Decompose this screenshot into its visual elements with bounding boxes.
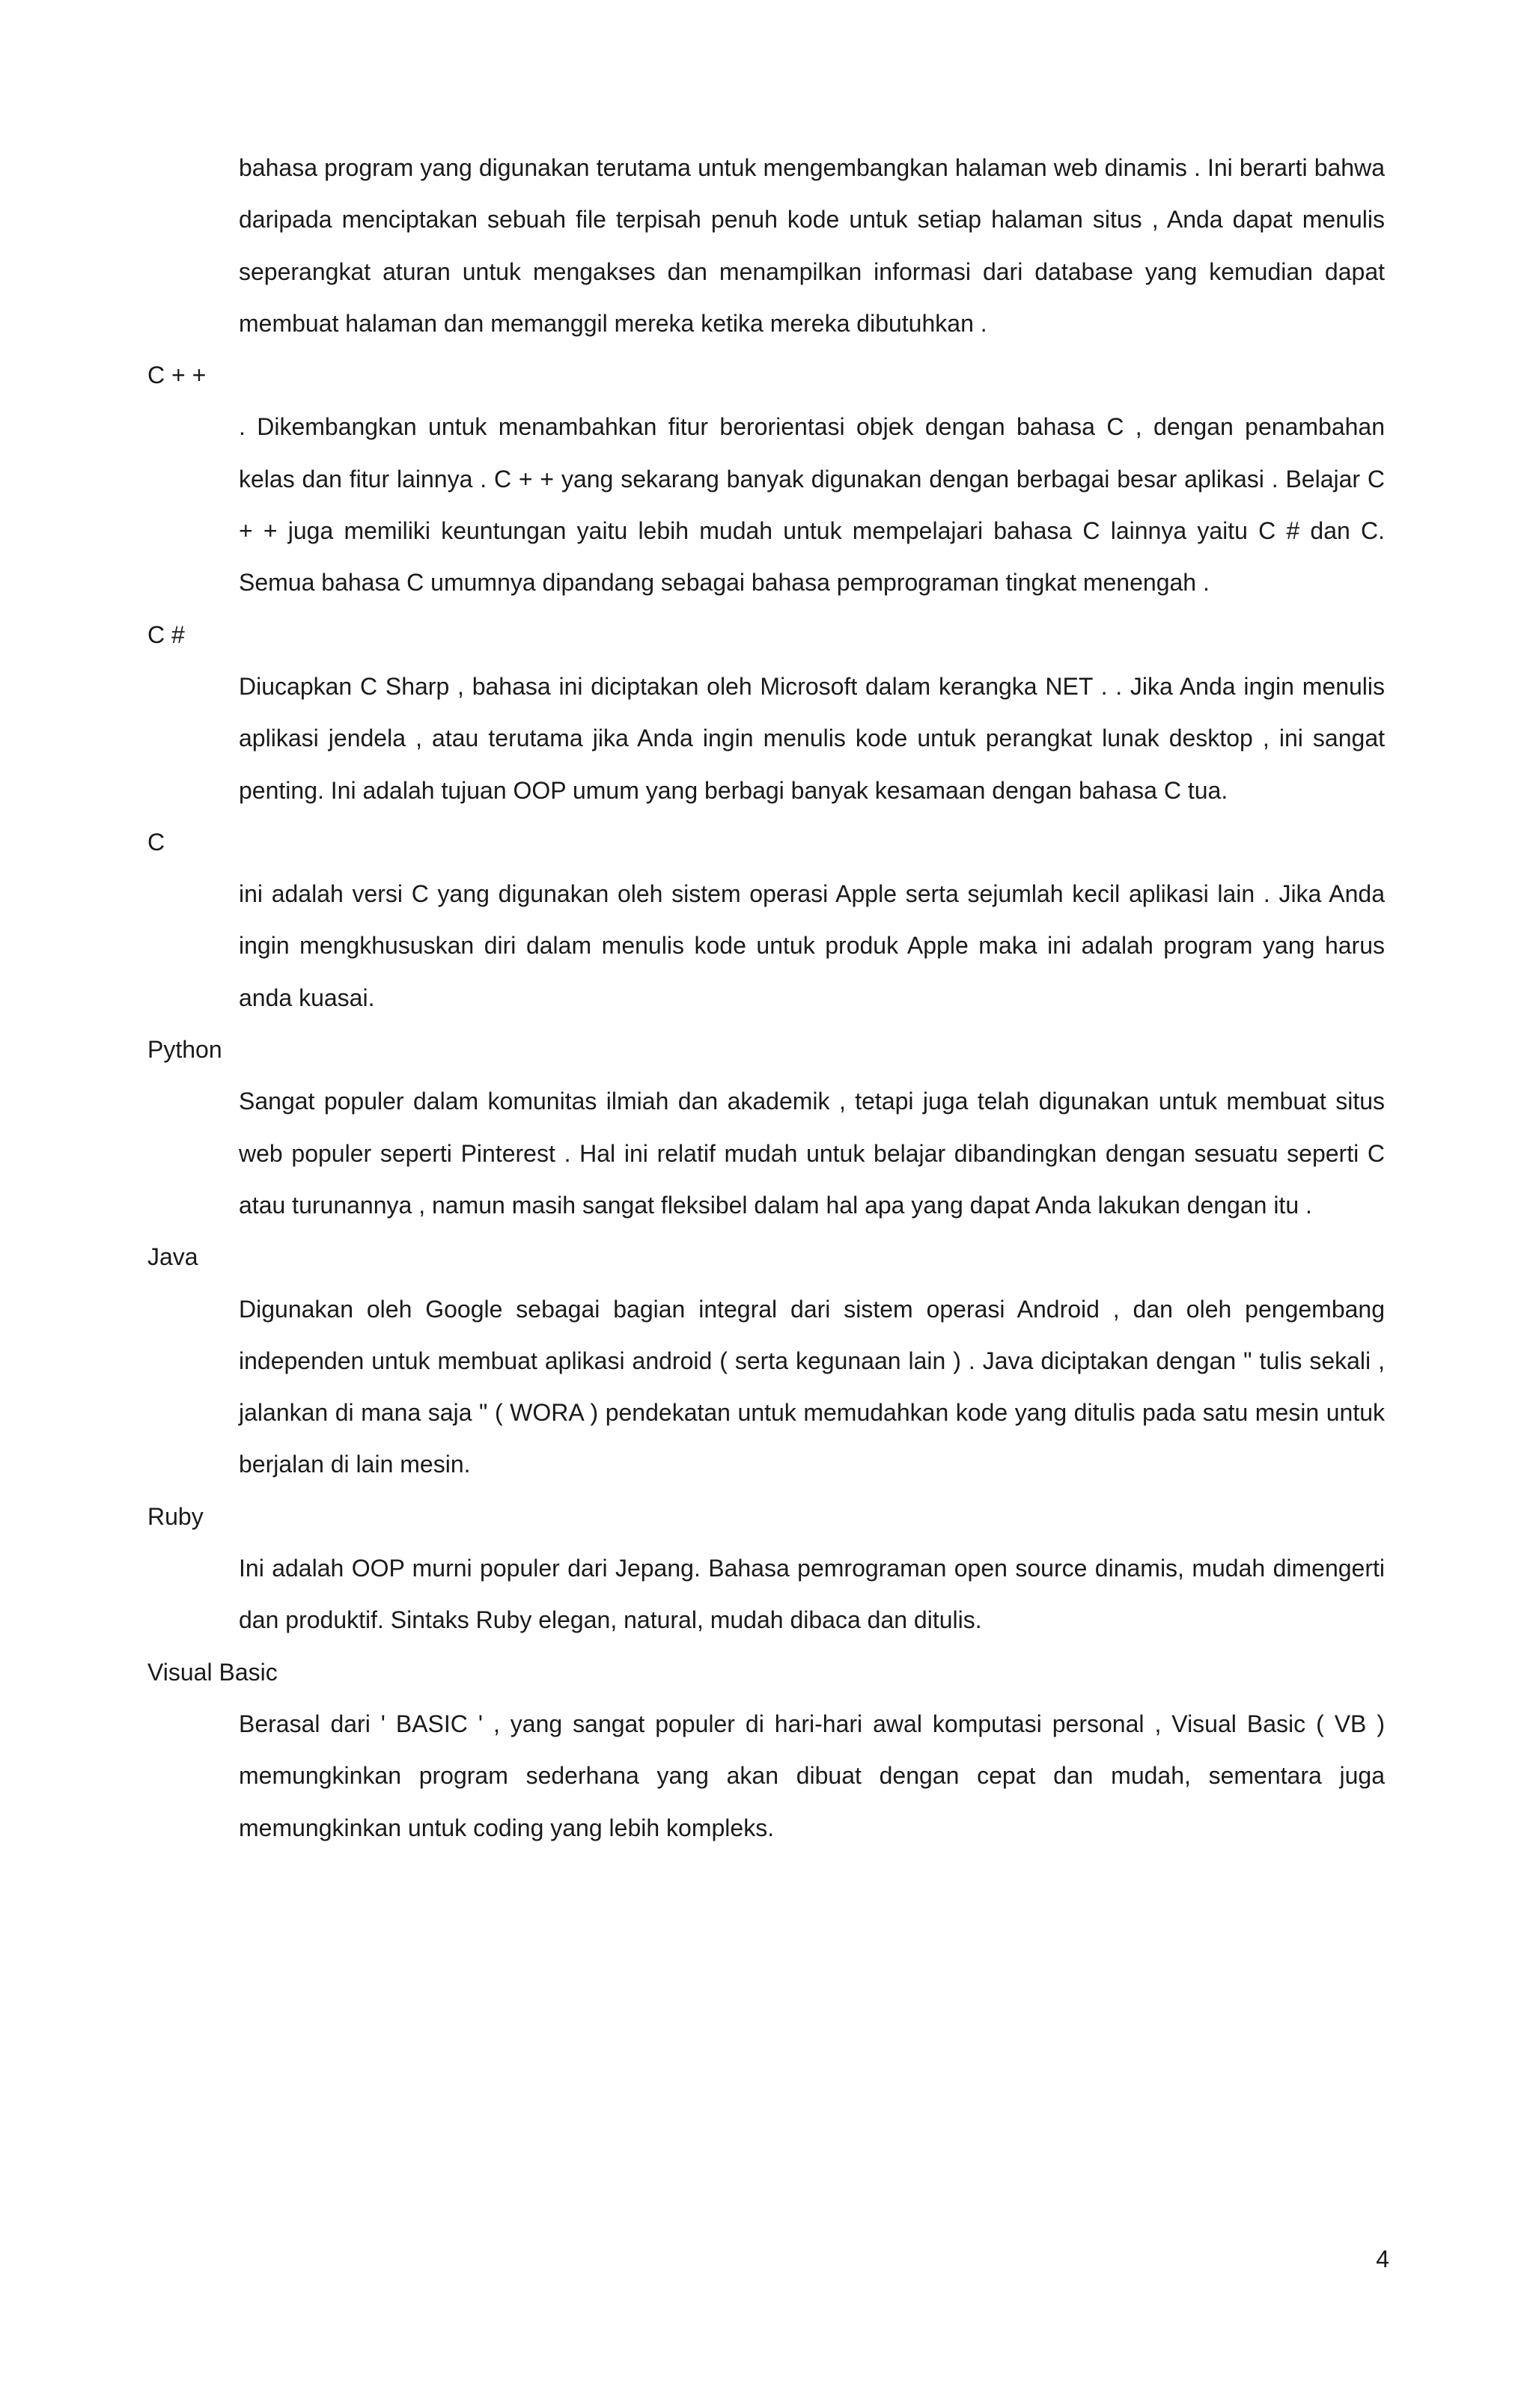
paragraph-c: ini adalah versi C yang digunakan oleh sistem operasi Apple serta sejumlah kecil aplikasi lain . Jika Anda ingin mengkhususkan diri dalam menulis kode untuk produk Apple maka ini adalah program yang harus anda kuasai. — [239, 880, 1385, 1011]
paragraph-java: Digunakan oleh Google sebagai bagian integral dari sistem operasi Android , dan oleh pengembang independen untuk membuat aplikasi android ( serta kegunaan lain ) . Java diciptakan dengan " tulis sekali , jalankan di mana saja " ( WORA ) pendekatan untuk memudahkan kode yang ditulis pada satu mesin untuk berjalan di lain mesin. — [239, 1295, 1385, 1478]
paragraph-csharp: Diucapkan C Sharp , bahasa ini diciptakan oleh Microsoft dalam kerangka NET . . Jika Anda ingin menulis aplikasi jendela , atau terutama jika Anda ingin menulis kode untuk perangkat lunak desktop , ini sangat penting. Ini adalah tujuan OOP umum yang berbagi banyak kesamaan dengan bahasa C tua. — [239, 672, 1385, 804]
paragraph-visual-basic: Berasal dari ' BASIC ' , yang sangat populer di hari-hari awal komputasi personal , Visual Basic ( VB ) memungkinkan program sederhana yang akan dibuat dengan cepat dan mudah, sementara juga memungkinkan untuk coding yang lebih kompleks. — [239, 1710, 1385, 1841]
page-number: 4 — [1376, 2246, 1389, 2273]
paragraph-python: Sangat populer dalam komunitas ilmiah dan akademik , tetapi juga telah digunakan untuk membuat situs web populer seperti Pinterest . Hal ini relatif mudah untuk belajar dibandingkan dengan sesuatu seperti C atau turunannya , namun masih sangat fleksibel dalam hal apa yang dapat Anda lakukan dengan itu . — [239, 1088, 1385, 1219]
paragraph-intro: bahasa program yang digunakan terutama untuk mengembangkan halaman web dinamis . Ini berarti bahwa daripada menciptakan sebuah file terpisah penuh kode untuk setiap halaman situs , Anda dapat menulis seperangkat aturan untuk mengakses dan menampilkan informasi dari database yang kemudian dapat membuat halaman dan memanggil mereka ketika mereka dibutuhkan . — [239, 154, 1385, 337]
heading-java: Java — [147, 1243, 198, 1271]
paragraph-ruby: Ini adalah OOP murni populer dari Jepang. Bahasa pemrograman open source dinamis, mudah dimengerti dan produktif. Sintaks Ruby elegan, natural, mudah dibaca dan ditulis. — [239, 1555, 1385, 1634]
heading-ruby: Ruby — [147, 1502, 204, 1530]
heading-csharp: C # — [147, 621, 185, 648]
heading-visual-basic: Visual Basic — [147, 1658, 278, 1686]
heading-c: C — [147, 828, 165, 856]
heading-python: Python — [147, 1036, 222, 1064]
paragraph-cpp: . Dikembangkan untuk menambahkan fitur berorientasi objek dengan bahasa C , dengan penambahan kelas dan fitur lainnya . C + + yang sekarang banyak digunakan dengan berbagai besar aplikasi . Belajar C + + juga memiliki keuntungan yaitu lebih mudah untuk mempelajari bahasa C lainnya yaitu C # dan C. Semua bahasa C umumnya dipandang sebagai bahasa pemprograman tingkat menengah . — [239, 413, 1385, 597]
heading-cpp: C + + — [147, 362, 207, 389]
document-content — [147, 142, 1385, 1854]
